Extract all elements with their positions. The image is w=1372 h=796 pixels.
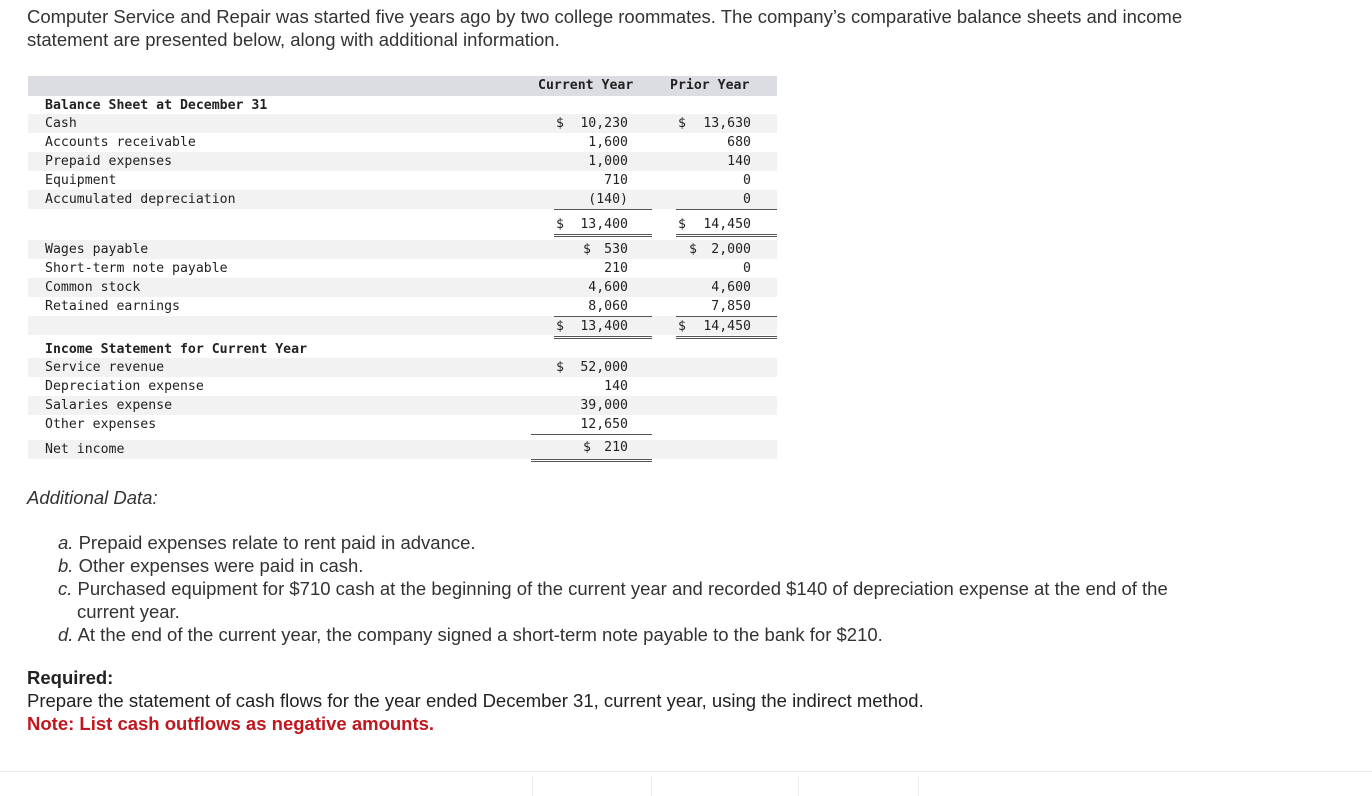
current-value: 1,600 — [588, 135, 628, 150]
prior-value: 13,630 — [703, 116, 751, 131]
subtotal-rule — [676, 209, 777, 210]
dollar-sign: $ — [689, 242, 697, 257]
col-prior-header: Prior Year — [670, 78, 750, 93]
row-label: Other expenses — [45, 417, 157, 432]
row-label: Retained earnings — [45, 299, 180, 314]
subtotal-rule — [531, 434, 652, 435]
current-value: 8,060 — [588, 299, 628, 314]
financial-statements-table — [28, 76, 777, 464]
current-value: 12,650 — [580, 417, 628, 432]
dollar-sign: $ — [556, 360, 564, 375]
row-label: Accounts receivable — [45, 135, 196, 150]
current-value: 39,000 — [580, 398, 628, 413]
additional-data-title: Additional Data: — [27, 487, 158, 508]
current-value: 710 — [604, 173, 628, 188]
col-current-header: Current Year — [538, 78, 634, 93]
current-value: 52,000 — [580, 360, 628, 375]
answer-grid-column — [918, 776, 919, 796]
balance-sheet-heading: Balance Sheet at December 31 — [45, 98, 268, 113]
total-double-rule — [676, 234, 777, 237]
current-value: 10,230 — [580, 116, 628, 131]
row-label: Equipment — [45, 173, 117, 188]
total-double-rule — [531, 459, 652, 462]
list-item: a. Prepaid expenses relate to rent paid in advance. — [58, 532, 476, 553]
prior-value: 2,000 — [711, 242, 751, 257]
subtotal-rule — [554, 209, 652, 210]
dollar-sign: $ — [678, 116, 686, 131]
row-label: Short-term note payable — [45, 261, 228, 276]
row-label: Wages payable — [45, 242, 149, 257]
required-section — [27, 666, 1227, 735]
total-double-rule — [676, 336, 777, 339]
dollar-sign: $ — [583, 440, 591, 455]
current-value: 1,000 — [588, 154, 628, 169]
row-label: Common stock — [45, 280, 141, 295]
total-assets-prior: 14,450 — [703, 217, 751, 232]
answer-grid-column — [532, 776, 533, 796]
prior-value: 0 — [743, 173, 751, 188]
answer-grid-column — [798, 776, 799, 796]
dollar-sign: $ — [556, 116, 564, 131]
row-label: Depreciation expense — [45, 379, 204, 394]
row-label: Net income — [45, 442, 125, 457]
total-double-rule — [554, 234, 652, 237]
dollar-sign: $ — [678, 319, 686, 334]
total-double-rule — [554, 336, 652, 339]
row-label: Accumulated depreciation — [45, 192, 236, 207]
current-value: (140) — [588, 192, 628, 207]
row-label: Prepaid expenses — [45, 154, 173, 169]
required-text: Prepare the statement of cash flows for the year ended December 31, current year, using the indirect method. — [27, 690, 924, 711]
prior-value: 7,850 — [711, 299, 751, 314]
row-label: Service revenue — [45, 360, 165, 375]
required-note: Note: List cash outflows as negative amounts. — [27, 713, 435, 734]
answer-grid-divider — [0, 771, 1372, 772]
total-assets-current: 13,400 — [580, 217, 628, 232]
current-value: 210 — [604, 261, 628, 276]
row-label: Salaries expense — [45, 398, 173, 413]
row-label: Cash — [45, 116, 77, 131]
list-item: c. Purchased equipment for $710 cash at the beginning of the current year and recorded $140 of depreciation expense at the end of the current year. — [58, 578, 1168, 622]
list-item: d. At the end of the current year, the company signed a short-term note payable to the bank for $210. — [58, 624, 883, 645]
table-header-band — [28, 76, 777, 96]
dollar-sign: $ — [556, 217, 564, 232]
total-liab-current: 13,400 — [580, 319, 628, 334]
prior-value: 0 — [743, 192, 751, 207]
required-title: Required: — [27, 667, 114, 688]
prior-value: 0 — [743, 261, 751, 276]
total-liab-prior: 14,450 — [703, 319, 751, 334]
dollar-sign: $ — [678, 217, 686, 232]
dollar-sign: $ — [583, 242, 591, 257]
prior-value: 4,600 — [711, 280, 751, 295]
dollar-sign: $ — [556, 319, 564, 334]
net-income-current: 210 — [604, 440, 628, 455]
income-statement-heading: Income Statement for Current Year — [45, 342, 308, 357]
current-value: 4,600 — [588, 280, 628, 295]
prior-value: 680 — [727, 135, 751, 150]
answer-grid-column — [651, 776, 652, 796]
additional-data-list — [58, 531, 1208, 646]
prior-value: 140 — [727, 154, 751, 169]
list-item: b. Other expenses were paid in cash. — [58, 555, 364, 576]
current-value: 140 — [604, 379, 628, 394]
current-value: 530 — [604, 242, 628, 257]
problem-intro: Computer Service and Repair was started five years ago by two college roommates. The company’s comparative balance sheets and income statement are presented below, along with additional information. — [27, 6, 1183, 50]
